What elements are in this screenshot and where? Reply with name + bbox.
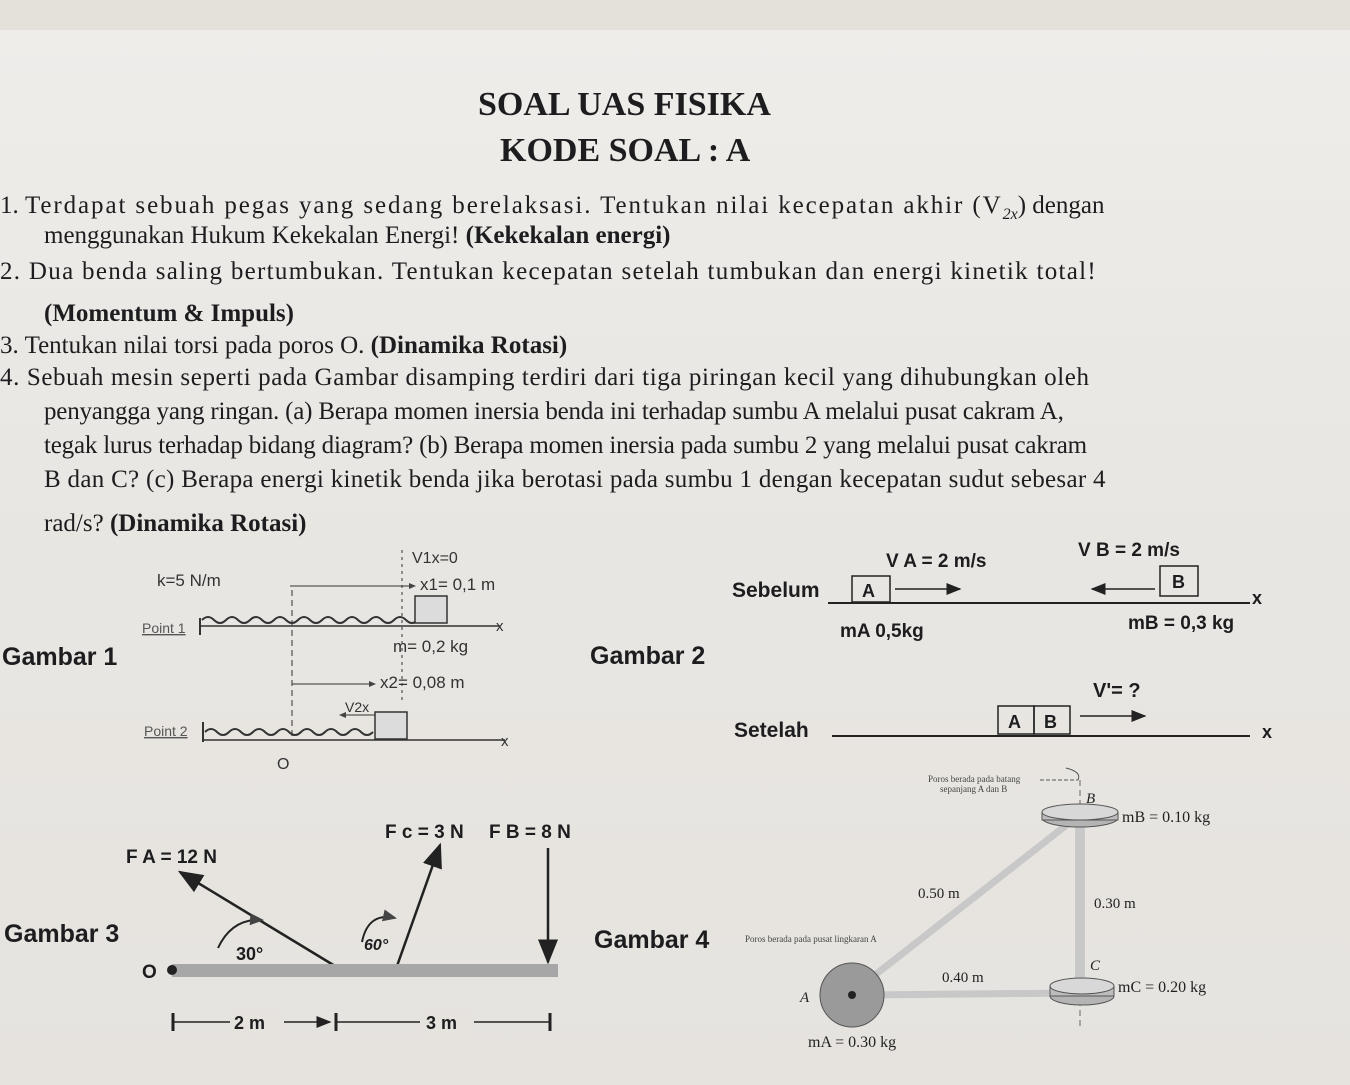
block-1 (415, 596, 447, 623)
topic-label: (Kekekalan energi) (465, 222, 671, 249)
svg-text:x: x (501, 733, 509, 750)
force-c-arrow (397, 845, 440, 966)
gambar-2-label: Gambar 2 (590, 642, 706, 670)
angle-30-label: 30° (236, 944, 264, 964)
distance-050-label: 0.50 m (918, 886, 960, 902)
gambar-3-figure (126, 822, 571, 1034)
fb-label: F B = 8 N (489, 822, 571, 843)
gambar-2-figure (732, 540, 1272, 742)
gambar-1-figure (142, 550, 509, 773)
spring-1 (202, 617, 418, 623)
fa-label: F A = 12 N (126, 847, 217, 868)
svg-text:A: A (862, 581, 875, 601)
x1-label: x1= 0,1 m (420, 575, 496, 594)
mc-label: mC = 0.20 kg (1118, 979, 1207, 996)
rod-ab (852, 816, 1078, 993)
v2x-label: V2x (345, 699, 370, 715)
question-4-line-2: penyangga yang ringan. (a) Berapa momen inersia benda ini terhadap sumbu A melalui pusat cakram A, (44, 398, 1064, 425)
distance-030-label: 0.30 m (1094, 896, 1136, 912)
question-1-line-1: 1. Terdapat sebuah pegas yang sedang berelaksasi. Tentukan nilai kecepatan akhir $(V_{2x})$ dengan (0, 192, 1105, 223)
angle-60-label: 60° (364, 937, 389, 954)
vb-label: V B = 2 m/s (1078, 540, 1180, 561)
va-label: V A = 2 m/s (886, 551, 987, 572)
question-1-line-2: menggunakan Hukum Kekekalan Energi! (Kekekalan energi) (44, 222, 671, 249)
topic-label: (Dinamika Rotasi) (370, 332, 568, 359)
topic-label: (Dinamika Rotasi) (109, 510, 307, 537)
x2-label: x2= 0,08 m (380, 673, 465, 692)
svg-text:x: x (1252, 588, 1263, 608)
mass-label: m= 0,2 kg (393, 637, 469, 656)
question-number: 3. (0, 332, 19, 359)
ma-label: mA 0,5kg (840, 621, 924, 642)
question-number: 4. (0, 364, 20, 391)
svg-text:x: x (1262, 722, 1273, 742)
origin-label: O (142, 962, 157, 983)
question-2-line-1: 2. Dua benda saling bertumbukan. Tentukan kecepatan setelah tumbukan dan energi kinetik total! (0, 258, 1098, 285)
label-c: C (1090, 958, 1101, 974)
after-label: Setelah (734, 719, 809, 742)
mb-label: mB = 0,3 kg (1128, 613, 1235, 634)
question-number: 2. (0, 258, 22, 285)
gambar-4-label: Gambar 4 (594, 926, 710, 954)
gambar-1-label: Gambar 1 (2, 643, 118, 671)
v-prime-label: V'= ? (1093, 680, 1141, 702)
svg-text:B: B (1172, 572, 1185, 592)
exam-title: SOAL UAS FISIKA (478, 86, 771, 123)
label-a: A (800, 990, 810, 1006)
before-label: Sebelum (732, 579, 820, 602)
gambar-4-figure (745, 768, 1210, 1051)
gambar-3-label: Gambar 3 (4, 920, 120, 948)
svg-text:x: x (496, 618, 504, 635)
pivot-dot (167, 965, 177, 975)
axis-note-left: Poros berada pada pusat lingkaran A (745, 934, 877, 944)
spring-constant-label: k=5 N/m (157, 571, 221, 590)
svg-text:A: A (1008, 712, 1021, 732)
rod-ac (860, 993, 1078, 995)
question-4-line-3: tegak lurus terhadap bidang diagram? (b) Berapa momen inersia pada sumbu 2 yang melalui pusat cakram (44, 432, 1087, 459)
spring-2 (205, 729, 373, 735)
question-3-line-1: 3. Tentukan nilai torsi pada poros O. (Dinamika Rotasi) (0, 332, 568, 359)
label-b: B (1086, 791, 1096, 807)
axis-note-top: Poros berada pada batang (928, 774, 1021, 784)
point-2-label: Point 2 (144, 723, 188, 739)
fc-label: F c = 3 N (385, 822, 464, 843)
beam (172, 964, 558, 977)
svg-text:B: B (1044, 712, 1057, 732)
block-2 (375, 712, 407, 739)
point-1-label: Point 1 (142, 620, 186, 636)
topic-label: (Momentum & Impuls) (44, 300, 294, 327)
mb-label: mB = 0.10 kg (1122, 809, 1211, 826)
distance-3m-label: 3 m (426, 1013, 458, 1033)
ma-label: mA = 0.30 kg (808, 1034, 897, 1051)
exam-code: KODE SOAL : A (500, 132, 751, 169)
question-number: 1. (0, 192, 19, 219)
origin-label: O (277, 756, 290, 773)
question-4-line-1: 4. Sebuah mesin seperti pada Gambar disamping terdiri dari tiga piringan kecil yang dihubungkan oleh (0, 364, 1090, 391)
svg-text:sepanjang A dan B: sepanjang A dan B (940, 784, 1008, 794)
v1x-label: V1x=0 (412, 550, 458, 567)
distance-040-label: 0.40 m (942, 970, 984, 986)
question-4-line-4: B dan C? (c) Berapa energi kinetik benda jika berotasi pada sumbu 1 dengan kecepatan sudut sebesar 4 (44, 466, 1106, 493)
distance-2m-label: 2 m (234, 1013, 266, 1033)
question-4-line-5: rad/s? (Dinamika Rotasi) (44, 510, 307, 537)
